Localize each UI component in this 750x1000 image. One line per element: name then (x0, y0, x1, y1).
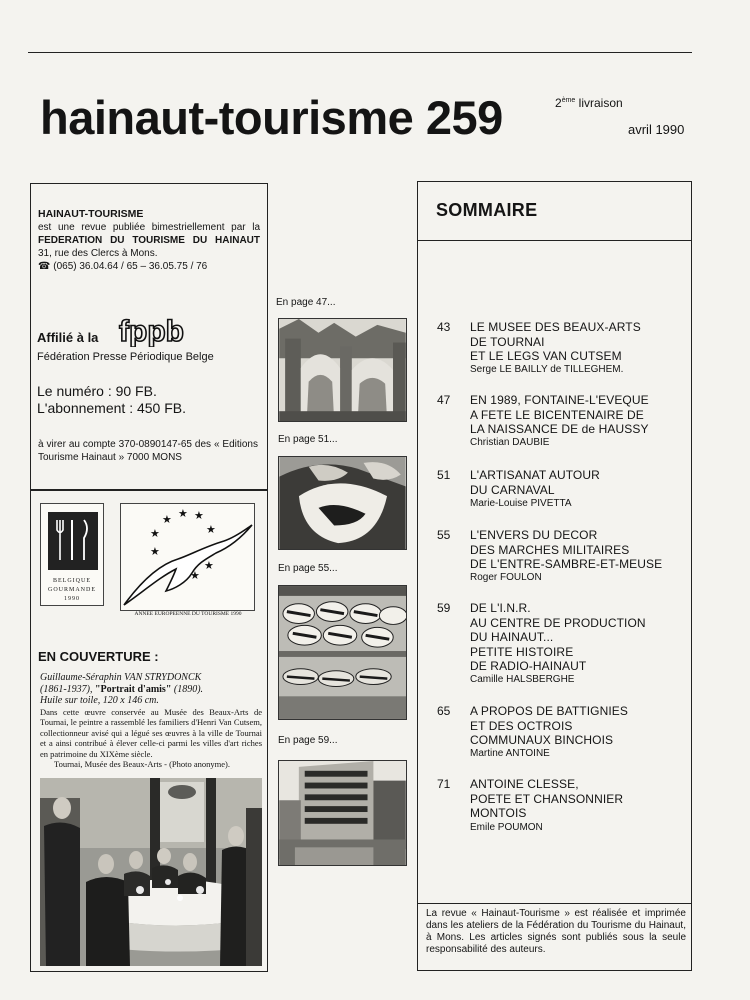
entry-author: Martine ANTOINE (470, 748, 550, 759)
artist-dates: (1861-1937), (40, 683, 93, 695)
artist: Guillaume-Séraphin VAN STRYDONCK (40, 672, 202, 683)
gourmande-label: GOURMANDE (48, 587, 96, 593)
photo-page-59 (278, 760, 407, 866)
entry-title: ANTOINE CLESSE, POETE ET CHANSONNIER MONTOIS (470, 777, 624, 820)
entry-page: 47 (437, 393, 451, 407)
entry-page: 71 (437, 777, 451, 791)
price-number: Le numéro : 90 FB. (37, 383, 157, 399)
entry-title: DE L'I.N.R. AU CENTRE DE PRODUCTION DU HAINAUT... PETITE HISTOIRE DE RADIO-HAINAUT (470, 601, 646, 673)
entry-title: L'ENVERS DU DECOR DES MARCHES MILITAIRES DE L'ENTRE-SAMBRE-ET-MEUSE (470, 528, 663, 571)
entry-title: A PROPOS DE BATTIGNIES ET DES OCTROIS COMMUNAUX BINCHOIS (470, 704, 629, 747)
belgique-year: 1990 (64, 596, 80, 602)
work-year: (1890). (173, 683, 204, 695)
cover-painting-photo (40, 778, 262, 966)
svg-text:★: ★ (206, 524, 216, 536)
printing-note: La revue « Hainaut-Tourisme » est réalisée et imprimée dans les ateliers de la Fédération du Tourisme du Hainaut, à Mons. Les articles signés sont publiés sous la seule responsabilité des auteurs. (426, 908, 686, 955)
entry-page: 51 (437, 468, 451, 482)
sommaire-title: SOMMAIRE (436, 200, 538, 220)
svg-text:★: ★ (190, 570, 200, 582)
affiliation-label: Affilié à la (37, 330, 99, 345)
caption-page-51: En page 51... (278, 434, 338, 445)
address: 31, rue des Clercs à Mons. (38, 248, 158, 259)
couverture-text (40, 672, 262, 770)
issue-number: 2ème livraison (555, 96, 623, 110)
belgique-gourmande-logo (40, 503, 104, 606)
fppb-logo-text: fppb (119, 315, 184, 347)
entry-page: 59 (437, 601, 451, 615)
medium: Huile sur toile, 120 x 146 cm. (40, 695, 159, 706)
federation-presse: Fédération Presse Périodique Belge (37, 351, 214, 363)
entry-title: LE MUSEE DES BEAUX-ARTS DE TOURNAI ET LE LEGS VAN CUTSEM (470, 320, 641, 363)
sommaire-bottom-rule (417, 903, 692, 904)
caption-page-59: En page 59... (278, 735, 338, 746)
svg-text:★: ★ (204, 560, 214, 572)
entry-author: Serge LE BAILLY de TILLEGHEM. (470, 364, 624, 375)
issue-date: avril 1990 (628, 122, 685, 137)
bank-account: à virer au compte 370-0890147-65 des « Editions Tourisme Hainaut » 7000 MONS (38, 439, 258, 463)
svg-text:★: ★ (194, 510, 204, 522)
cover-description: Dans cette œuvre conservée au Musée des Beaux-Arts de Tournai, le peintre a rassemblé les familiers d'Henri Van Cutsem, collectionneur avisé qui a légué ses œuvres à la ville de Tournai et a ainsi contribué à élever celle-ci parmi les villes d'art riches en patrimoine du XIXème siècle. (40, 706, 262, 759)
svg-text:★: ★ (150, 546, 160, 558)
publisher-info (38, 208, 260, 273)
fppb-logo (117, 313, 185, 347)
euro-caption: ANNEE EUROPEENNE DU TOURISME 1990 (134, 611, 242, 617)
entry-author: Christian DAUBIE (470, 437, 550, 448)
sommaire-box (417, 181, 692, 971)
prices (37, 383, 186, 417)
phone: ☎ (065) 36.04.64 / 65 – 36.05.75 / 76 (38, 261, 208, 272)
work-title: "Portrait d'amis" (95, 683, 172, 695)
entry-author: Marie-Louise PIVETTA (470, 498, 572, 509)
entry-title: L'ARTISANAT AUTOUR DU CARNAVAL (470, 468, 600, 497)
svg-text:★: ★ (150, 528, 160, 540)
photo-page-55 (278, 585, 407, 720)
publisher-name: HAINAUT-TOURISME (38, 208, 144, 220)
entry-page: 55 (437, 528, 451, 542)
magazine-title: hainaut-tourisme 259 (40, 91, 503, 144)
publisher-line: est une revue publiée bimestriellement par la (38, 222, 260, 233)
price-subscription: L'abonnement : 450 FB. (37, 400, 186, 416)
entry-page: 65 (437, 704, 451, 718)
couverture-heading: EN COUVERTURE : (38, 649, 159, 664)
european-tourism-year-logo (120, 503, 255, 611)
caption-page-47: En page 47... (276, 297, 336, 308)
entry-title: EN 1989, FONTAINE-L'EVEQUE A FETE LE BICENTENAIRE DE LA NAISSANCE DE de HAUSSY (470, 393, 649, 436)
svg-text:★: ★ (178, 508, 188, 520)
entry-author: Emile POUMON (470, 822, 543, 833)
entry-author: Camille HALSBERGHE (470, 674, 575, 685)
photo-page-47 (278, 318, 407, 422)
top-rule (28, 52, 692, 53)
entry-page: 43 (437, 320, 451, 334)
photo-page-51 (278, 456, 407, 550)
entry-author: Roger FOULON (470, 572, 542, 583)
fork-knife-icon (48, 512, 98, 570)
sommaire-header-rule (417, 240, 692, 241)
belgique-label: BELGIQUE (53, 578, 91, 584)
cover-credit: Tournai, Musée des Beaux-Arts - (Photo anonyme). (54, 759, 230, 769)
caption-page-55: En page 55... (278, 563, 338, 574)
svg-text:★: ★ (162, 514, 172, 526)
federation-name: FEDERATION DU TOURISME DU HAINAUT (38, 235, 260, 246)
